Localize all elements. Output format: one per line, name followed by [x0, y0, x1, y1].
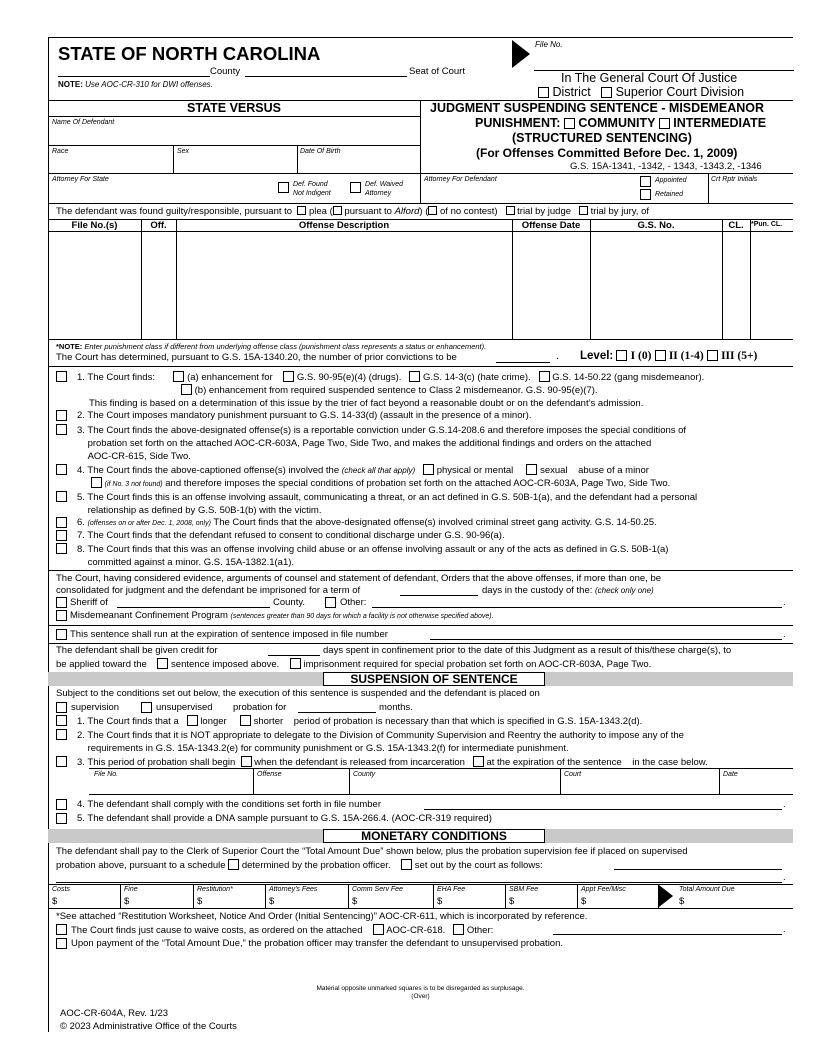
race-label: Race — [52, 148, 69, 155]
credit-label: The defendant shall be given credit for — [56, 645, 218, 656]
unsupervised-label: unsupervised — [156, 702, 213, 713]
finding-6-checkbox[interactable] — [56, 517, 67, 528]
name-line — [48, 145, 420, 146]
susp-4-checkbox[interactable] — [56, 799, 67, 810]
atty-def-label: Attorney For Defendant — [424, 176, 497, 183]
atty-state-label: Attorney For State — [52, 176, 109, 183]
crt-rptr-label: Crt Rptr Initials — [711, 176, 758, 183]
col-line-3 — [512, 219, 513, 339]
case-table-bottom — [89, 794, 793, 795]
finding-5-checkbox[interactable] — [56, 491, 67, 502]
fees-top — [48, 884, 793, 885]
col-line-6 — [750, 219, 751, 339]
monetary-line-2: probation above, pursuant to a schedule determined by the probation officer. set out by the court as follows: — [56, 860, 543, 871]
months-label: months. — [379, 702, 413, 713]
col-line-1 — [141, 219, 142, 339]
state-versus: STATE VERSUS — [187, 101, 281, 115]
monetary-heading: MONETARY CONDITIONS — [323, 829, 545, 843]
case-col-2 — [349, 768, 350, 794]
mcp-label: Misdemeanant Confinement Program (sentences greater than 90 days for which a facility is not otherwise specified above). — [70, 610, 494, 621]
fee-div-1 — [120, 884, 121, 908]
alford-label: Alford — [394, 206, 420, 217]
fee-appt-label: Appt Fee/Misc — [581, 886, 626, 893]
district-checkbox[interactable] — [538, 87, 549, 98]
longer-checkbox[interactable] — [187, 715, 198, 726]
plea-lead: The defendant was found guilty/responsible, pursuant to — [56, 206, 293, 217]
finding-5: 5. The Court finds this is an offense involving assault, communicating a threat, or an act defined in G.S. 50B-1(a), and the defendant had a personal relationship as defined by G.S. 50B-1(b) with the victim. — [77, 492, 698, 516]
fees-bottom — [48, 908, 793, 909]
intermediate-checkbox[interactable] — [659, 118, 670, 129]
enhancement-a-checkbox[interactable] — [173, 371, 184, 382]
fee-sbm-label: SBM Fee — [509, 886, 539, 893]
statutes: G.S. 15A-1341, -1342, - 1343, -1343.2, -1346 — [570, 161, 762, 172]
finding-8: 8. The Court finds that this was an offense involving child abuse or an offense involving assault or any of the acts as defined in G.S. 50B-1(a) committed against a minor. G.S. 15A-1382.1(a1). — [77, 544, 669, 568]
punishment-note: *NOTE: Enter punishment class if different from underlying offense class (punishment class represents a status or enhancement). — [56, 342, 487, 351]
finding-1-basis: This finding is based on a determination of this issue by the trier of fact beyond a reasonable doubt or on the defendant’s admission. — [89, 398, 644, 409]
credit-days-line — [268, 655, 320, 656]
enhancement-b-checkbox[interactable] — [181, 384, 192, 395]
not-indigent-label: Def. Found Not Indigent — [293, 181, 331, 197]
custody-other-period: . — [783, 597, 786, 608]
susp-1-checkbox[interactable] — [56, 715, 67, 726]
dob-label: Date Of Birth — [300, 148, 341, 155]
imprison-line-1: The Court, having considered evidence, arguments of counsel and statement of defendant, Orders that the above offenses, if more than one, be — [56, 573, 662, 584]
schedule-po-checkbox[interactable] — [228, 859, 239, 870]
finding-1-checkbox[interactable] — [56, 371, 67, 382]
file-no-label: File No. — [535, 40, 563, 49]
finding-4b-checkbox[interactable] — [91, 477, 102, 488]
hate-crime-checkbox[interactable] — [409, 371, 420, 382]
finding-8-checkbox[interactable] — [56, 543, 67, 554]
over-note: (Over) — [411, 993, 430, 1000]
credit-special-probation-checkbox[interactable] — [290, 658, 301, 669]
note-bold: NOTE: — [58, 80, 83, 89]
fee-comm-serv-dollar: $ — [352, 896, 358, 907]
name-label: Name Of Defendant — [52, 119, 115, 126]
fee-attorney-label: Attorney's Fees — [269, 886, 318, 893]
fee-div-5 — [433, 884, 434, 908]
offense-date-title: (For Offenses Committed Before Dec. 1, 2009) — [476, 146, 738, 160]
trial-judge-label: trial by judge — [517, 206, 572, 217]
waived-attorney-label: Def. Waived Attorney — [365, 181, 403, 197]
not-indigent-checkbox[interactable] — [278, 182, 289, 193]
copyright: © 2023 Administrative Office of the Courts — [60, 1021, 237, 1032]
division-row — [538, 85, 744, 99]
fee-div-4 — [348, 884, 349, 908]
susp-1-row: 1. The Court finds that a longer shorter period of probation is necessary than that which is specified in G.S. 15A-1343.2(d). — [77, 716, 643, 727]
table-header-line — [48, 231, 793, 232]
punishment-label: PUNISHMENT: — [475, 116, 561, 130]
schedule-period: . — [783, 872, 786, 883]
retained-label: Retained — [655, 191, 684, 198]
fee-fine-label: Fine — [124, 886, 138, 893]
race-line — [48, 173, 793, 174]
physical-mental-checkbox[interactable] — [423, 464, 434, 475]
case-court-label: Court — [564, 771, 582, 778]
finding-6: 6. (offenses on or after Dec. 1, 2008, only) The Court finds that the above-designated offense(s) involved criminal street gang activity. G.S. 14-50.25. — [77, 517, 657, 528]
waive-costs-row: The Court finds just cause to waive costs, as ordered on the attached AOC-CR-618. Other: — [71, 925, 494, 936]
custody-label: days in the custody of the: (check only one) — [482, 585, 654, 596]
probation-for-label: probation for — [233, 702, 287, 713]
no-contest-label: of no contest) — [440, 206, 498, 217]
seat-label: Seat of Court — [409, 66, 465, 77]
susp-2: 2. The Court finds that it is NOT appropriate to delegate to the Division of Community Supervision and Reentry the authority to impose any of the requirements in G.S. 15A-1343.2(e) for community punishment or G.S. 15A-1343.2(f) for intermediate punishment. — [77, 730, 684, 754]
aoc-618-checkbox[interactable] — [373, 924, 384, 935]
case-col-4 — [719, 768, 720, 794]
findings-bottom — [48, 570, 793, 571]
fee-comm-serv-label: Comm Serv Fee — [352, 886, 403, 893]
fee-total-label: Total Amount Due — [679, 886, 735, 893]
supervision-checkbox[interactable] — [56, 702, 67, 713]
susp-3-checkbox[interactable] — [56, 756, 67, 767]
mcp-bottom — [48, 625, 793, 626]
finding-7-checkbox[interactable] — [56, 530, 67, 541]
fee-restitution-label: Restitution* — [197, 886, 233, 893]
sheriff-county-label: County. — [273, 597, 306, 608]
schedule-court-checkbox[interactable] — [401, 859, 412, 870]
county-line — [58, 76, 210, 77]
fee-restitution-dollar: $ — [197, 896, 203, 907]
trial-jury-label: trial by jury, of — [590, 206, 650, 217]
credit-text: days spent in confinement prior to the date of this Judgment as a result of this/these charge(s), to — [323, 645, 732, 656]
waive-other-line — [553, 934, 782, 935]
restitution-note: *See attached “Restitution Worksheet, Notice And Order (Initial Sentencing)” AOC-CR-611, which is incorporated by reference. — [56, 911, 588, 922]
unsupervised-transfer-checkbox[interactable] — [56, 938, 67, 949]
finding-1b-row: (b) enhancement from required suspended sentence to Class 2 misdemeanor. G.S. 90-95(e)(7). — [181, 384, 598, 396]
county-label: County — [210, 66, 241, 77]
col-line-5 — [722, 219, 723, 339]
expiration-period: . — [783, 629, 786, 640]
finding-7: 7. The Court finds that the defendant refused to consent to conditional discharge under G.S. 90-96(a). — [77, 530, 505, 541]
expiration-sentence-checkbox[interactable] — [473, 756, 484, 767]
file-arrow-icon — [512, 40, 534, 68]
shorter-checkbox[interactable] — [240, 715, 251, 726]
form-number: AOC-CR-604A, Rev. 1/23 — [60, 1008, 169, 1019]
note-text: Use AOC-CR-310 for DWI offenses. — [85, 80, 213, 89]
finding-2: 2. The Court imposes mandatory punishment pursuant to G.S. 14-33(d) (assault in the presence of a minor). — [77, 410, 532, 421]
credit-applied-row: be applied toward the sentence imposed above. imprisonment required for special probation set forth on AOC-CR-603A, Page Two. — [56, 659, 652, 670]
released-checkbox[interactable] — [241, 756, 252, 767]
level-period: . — [556, 350, 560, 362]
susp-3-row: 3. This period of probation shall begin when the defendant is released from incarceration at the expiration of the sentence in the case below. — [77, 757, 708, 768]
level-row — [580, 350, 757, 362]
prior-count-line — [496, 362, 550, 363]
col-cl: CL. — [728, 220, 744, 231]
col-pun-cl: *Pun. CL. — [751, 221, 783, 228]
waived-attorney-checkbox[interactable] — [350, 182, 361, 193]
sv-line — [48, 116, 420, 117]
level-1-checkbox[interactable] — [616, 350, 627, 361]
level-2-label: II (1-4) — [668, 350, 704, 362]
case-col-1 — [253, 768, 254, 794]
custody-other-line — [372, 607, 782, 608]
finding-3-checkbox[interactable] — [56, 424, 67, 435]
left-border — [48, 37, 49, 1032]
case-col-3 — [560, 768, 561, 794]
sexual-checkbox[interactable] — [526, 464, 537, 475]
alford-checkbox[interactable] — [333, 206, 342, 215]
dwi-note — [58, 80, 213, 89]
fee-eha-dollar: $ — [437, 896, 443, 907]
punishment-row — [475, 116, 766, 130]
case-county-label: County — [353, 771, 376, 778]
retained-checkbox[interactable] — [640, 189, 651, 200]
findings-top — [48, 366, 793, 367]
monetary-line-1: The defendant shall pay to the Clerk of Superior Court the “Total Amount Due” shown below, plus the probation supervision fee if placed on supervised — [56, 846, 688, 857]
unsupervised-transfer: Upon payment of the “Total Amount Due,” the probation officer may transfer the defendant to unsupervised probation. — [71, 938, 564, 949]
fee-costs-dollar: $ — [52, 896, 58, 907]
caption-divider — [420, 100, 421, 203]
waive-other-checkbox[interactable] — [453, 924, 464, 935]
col-line-2 — [176, 219, 177, 339]
fee-costs-label: Costs — [52, 886, 70, 893]
structured-title: (STRUCTURED SENTENCING) — [512, 131, 692, 145]
surplusage-note: Material opposite unmarked squares is to be disregarded as surplusage. — [316, 985, 525, 992]
state-title: STATE OF NORTH CAROLINA — [58, 43, 321, 64]
level-2-checkbox[interactable] — [655, 350, 666, 361]
expiration-checkbox[interactable] — [56, 629, 67, 640]
suspension-intro: Subject to the conditions set out below, the execution of this sentence is suspended and the defendant is placed on — [56, 688, 540, 699]
crt-divider — [708, 173, 709, 203]
sheriff-label: Sheriff of — [70, 597, 108, 608]
custody-other-checkbox[interactable] — [325, 597, 336, 608]
col-off: Off. — [150, 220, 167, 231]
intermediate-label: INTERMEDIATE — [673, 116, 767, 130]
caption-bottom — [48, 203, 793, 204]
community-label: COMMUNITY — [578, 116, 656, 130]
plea-row: The defendant was found guilty/responsible, pursuant to plea ( pursuant to Alford) ( of no contest) trial by judge trial by jury, of — [56, 206, 650, 217]
col-offense-date: Offense Date — [521, 220, 581, 231]
mcp-checkbox[interactable] — [56, 610, 67, 621]
appointed-checkbox[interactable] — [640, 176, 651, 187]
term-days-line — [400, 595, 478, 596]
schedule-line — [614, 869, 782, 870]
fee-div-7 — [577, 884, 578, 908]
finding-2-checkbox[interactable] — [56, 410, 67, 421]
schedule-line-2 — [56, 882, 782, 883]
fee-eha-label: EHA Fee — [437, 886, 466, 893]
fee-div-3 — [265, 884, 266, 908]
level-3-checkbox[interactable] — [707, 350, 718, 361]
col-gs-no: G.S. No. — [637, 220, 675, 231]
custody-other-label: Other: — [340, 597, 367, 608]
total-arrow-icon — [659, 885, 675, 907]
sex-divider — [297, 145, 298, 173]
trial-judge-checkbox[interactable] — [506, 206, 515, 215]
fee-div-2 — [193, 884, 194, 908]
case-table-top — [89, 768, 793, 769]
comply-period: . — [783, 799, 786, 810]
finding-4-row: 4. The Court finds the above-captioned offense(s) involved the (check all that apply) physical or mental sexual abuse of a minor — [77, 465, 649, 476]
fee-attorney-dollar: $ — [269, 896, 275, 907]
col-file-no: File No.(s) — [71, 220, 118, 231]
unsupervised-checkbox[interactable] — [141, 702, 152, 713]
finding-4-checkbox[interactable] — [56, 464, 67, 475]
seat-line — [245, 76, 407, 77]
plea-label: plea ( — [309, 206, 333, 217]
finding-3: 3. The Court finds the above-designated offense(s) is a reportable conviction under G.S.14-208.6 and therefore imposes the special conditions of probation set forth on the attached AOC-CR-603A, Page Two, Side Two, and makes the additional findings and orders on the attached AOC-CR-615, Side Two. — [77, 425, 687, 462]
race-divider — [173, 145, 174, 173]
case-date-label: Date — [723, 771, 738, 778]
waive-period: . — [783, 924, 786, 935]
case-offense-label: Offense — [257, 771, 282, 778]
fee-sbm-dollar: $ — [509, 896, 515, 907]
community-checkbox[interactable] — [564, 118, 575, 129]
top-border — [48, 37, 793, 38]
fee-fine-dollar: $ — [124, 896, 130, 907]
trial-jury-checkbox[interactable] — [579, 206, 588, 215]
months-line — [298, 712, 376, 713]
supervision-label: supervision — [71, 702, 120, 713]
fee-appt-dollar: $ — [581, 896, 587, 907]
expiration-bottom — [48, 643, 793, 644]
gang-checkbox[interactable] — [539, 371, 550, 382]
susp-4: 4. The defendant shall comply with the conditions set forth in file number — [77, 799, 381, 810]
comply-file-line — [424, 809, 782, 810]
prior-convictions: The Court has determined, pursuant to G.S. 15A-1340.20, the number of prior convictions to be — [56, 352, 457, 363]
suspension-heading: SUSPENSION OF SENTENCE — [323, 672, 545, 686]
sex-label: Sex — [177, 148, 190, 155]
district-label: District — [552, 85, 591, 99]
drugs-checkbox[interactable] — [283, 371, 294, 382]
no-contest-checkbox[interactable] — [428, 206, 437, 215]
level-label: Level: — [580, 350, 614, 362]
court-name: In The General Court Of Justice — [561, 71, 738, 85]
table-bottom — [48, 339, 793, 340]
expiration-file-line — [430, 639, 782, 640]
susp-2-checkbox[interactable] — [56, 729, 67, 740]
susp-5-checkbox[interactable] — [56, 813, 67, 824]
superior-label: Superior Court Division — [615, 85, 745, 99]
appointed-label: Appointed — [655, 177, 687, 184]
level-1-label: I (0) — [630, 350, 652, 362]
plea-checkbox[interactable] — [297, 206, 306, 215]
judgment-title: JUDGMENT SUSPENDING SENTENCE - MISDEMEANOR — [430, 101, 765, 115]
col-line-4 — [590, 219, 591, 339]
susp-5: 5. The defendant shall provide a DNA sample pursuant to G.S. 15A-266.4. (AOC-CR-319 required) — [77, 813, 492, 824]
superior-checkbox[interactable] — [601, 87, 612, 98]
imprison-term-label: consolidated for judgment and the defendant be imprisoned for a term of — [56, 585, 361, 596]
waive-costs-checkbox[interactable] — [56, 924, 67, 935]
level-3-label: III (5+) — [721, 350, 758, 362]
fee-total-dollar: $ — [679, 896, 685, 907]
finding-4b-row: (if No. 3 not found) and therefore imposes the special conditions of probation set forth on the attached AOC-CR-603A, Page Two, Side Two. — [91, 477, 670, 489]
expiration-label: This sentence shall run at the expiration of sentence imposed in file number — [70, 629, 388, 640]
finding-1-row: 1. The Court finds: (a) enhancement for G.S. 90-95(e)(4) (drugs). G.S. 14-3(c) (hate crime). G.S. 14-50.22 (gang misdemeanor). — [77, 372, 705, 383]
sheriff-county-line — [117, 607, 270, 608]
case-file-no-label: File No. — [94, 771, 119, 778]
credit-sentence-checkbox[interactable] — [157, 658, 168, 669]
fee-div-6 — [505, 884, 506, 908]
col-description: Offense Description — [298, 220, 390, 231]
sheriff-checkbox[interactable] — [56, 597, 67, 608]
